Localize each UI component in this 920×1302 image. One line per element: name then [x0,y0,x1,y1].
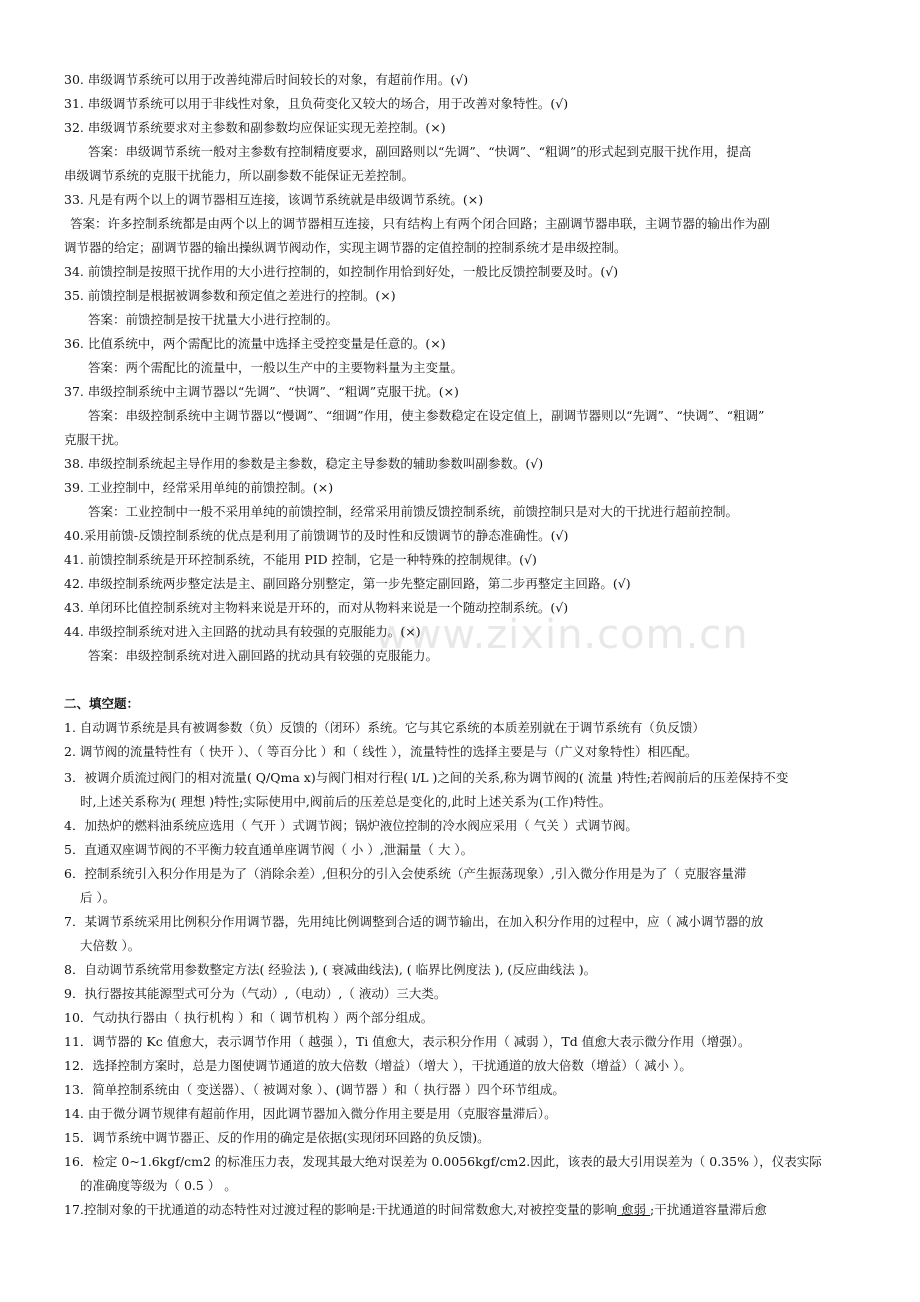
text-line: 10．气动执行器由（ 执行机构 ）和（ 调节机构 ）两个部分组成。 [64,1010,434,1025]
text-line: 30. 串级调节系统可以用于改善纯滞后时间较长的对象，有超前作用。(√) [64,72,469,87]
text-line: 调节器的给定；副调节器的输出操纵调节阀动作，实现主调节器的定值控制的控制系统才是串级控制。 [64,240,627,255]
section-heading: 二、填空题： [64,696,140,711]
text-line: 31. 串级调节系统可以用于非线性对象，且负荷变化又较大的场合，用于改善对象特性。(√) [64,96,569,111]
text-line: 13．简单控制系统由（ 变送器）、（ 被调对象 ）、(调节器 ）和（ 执行器 ）四个环节组成。 [64,1082,565,1097]
text-line: 5．直通双座调节阀的不平衡力较直通单座调节阀（ 小 ）,泄漏量（ 大 ）。 [64,842,474,857]
text-line: 16．检定 0~1.6kgf/cm2 的标准压力表，发现其最大绝对误差为 0.0056kgf/cm2.因此，该表的最大引用误差为（ 0.35% ），仪表实际 [64,1154,822,1169]
answer-line: 答案：串级调节系统一般对主参数有控制精度要求，副回路则以“先调”、“快调”、“粗调”的形式起到克服干扰作用，提高 [88,144,752,159]
text-line: 4．加热炉的燃料油系统应选用（ 气开 ）式调节阀；锅炉液位控制的冷水阀应采用（ 气关 ）式调节阀。 [64,818,638,833]
text-line: 后 ）。 [80,890,116,905]
text-line: 9．执行器按其能源型式可分为（气动）,（电动）,（ 液动）三大类。 [64,986,447,1001]
text-line [64,1200,767,1220]
text-line: 15．调节系统中调节器正、反的作用的确定是依据(实现闭环回路的负反馈)。 [64,1130,490,1145]
answer-line: 答案：前馈控制是按干扰量大小进行控制的。 [88,312,339,327]
text-line: 42. 串级控制系统两步整定法是主、副回路分别整定，第一步先整定副回路，第二步再整定主回路。(√) [64,576,631,591]
text-line: 1. 自动调节系统是具有被调参数（负）反馈的（闭环）系统。它与其它系统的本质差别就在于调节系统有（负反馈） [64,720,705,735]
text-line: 串级调节系统的克服干扰能力，所以副参数不能保证无差控制。 [64,168,415,183]
text-line: 7．某调节系统采用比例积分作用调节器，先用纯比例调整到合适的调节输出，在加入积分作用的过程中，应（ 减小调节器的放 [64,914,764,929]
text-line: 的准确度等级为（ 0.5 ） 。 [80,1178,237,1193]
text-line: 6．控制系统引入积分作用是为了（消除余差）,但积分的引入会使系统（产生振荡现象）,引入微分作用是为了（ 克服容量滞 [64,866,747,881]
watermark: www.zixin.com.cn [375,612,749,658]
line-text: ;干扰通道容量滞后愈 [650,1202,767,1217]
text-line: 14. 由于微分调节规律有超前作用，因此调节器加入微分作用主要是用（克服容量滞后）。 [64,1106,557,1121]
text-line: 3．被调介质流过阀门的相对流量( Q/Qma x)与阀门相对行程( l/L )之间的关系,称为调节阀的( 流量 )特性;若阀前后的压差保持不变 [64,770,789,785]
line-text: 17.控制对象的干扰通道的动态特性对过渡过程的影响是:干扰通道的时间常数愈大,对被控变量的影响 [64,1202,618,1217]
text-line: 43. 单闭环比值控制系统对主物料来说是开环的，而对从物料来说是一个随动控制系统。(√) [64,600,569,615]
text-line: 36. 比值系统中，两个需配比的流量中选择主受控变量是任意的。(×) [64,336,446,351]
text-line: 34. 前馈控制是按照干扰作用的大小进行控制的，如控制作用恰到好处，一般比反馈控制要及时。(√) [64,264,619,279]
answer-line: 答案：串级控制系统中主调节器以“慢调”、“细调”作用，使主参数稳定在设定值上，副调节器则以“先调”、“快调”、“粗调” [88,408,765,423]
text-line: 37. 串级控制系统中主调节器以“先调”、“快调”、“粗调”克服干扰。(×) [64,384,459,399]
text-line: 2. 调节阀的流量特性有（ 快开 ）、（ 等百分比 ）和（ 线性 ），流量特性的选择主要是与（广义对象特性）相匹配。 [64,744,698,759]
text-line: 32. 串级调节系统要求对主参数和副参数均应保证实现无差控制。(×) [64,120,446,135]
text-line: 8．自动调节系统常用参数整定方法( 经验法 ), ( 衰减曲线法), ( 临界比例度法 ), (反应曲线法 )。 [64,962,597,977]
text-line: 41. 前馈控制系统是开环控制系统，不能用 PID 控制，它是一种特殊的控制规律。(√) [64,552,537,567]
text-line: 11．调节器的 Kc 值愈大，表示调节作用（ 越强 ），Ti 值愈大，表示积分作用（ 减弱 ），Td 值愈大表示微分作用（增强）。 [64,1034,751,1049]
answer-line: 答案：工业控制中一般不采用单纯的前馈控制，经常采用前馈反馈控制系统，前馈控制只是对大的干扰进行超前控制。 [88,504,739,519]
text-line: 12．选择控制方案时，总是力图使调节通道的放大倍数（增益）（增大 ），干扰通道的放大倍数（增益）（ 减小 ）。 [64,1058,692,1073]
text-line: 39. 工业控制中，经常采用单纯的前馈控制。(×) [64,480,334,495]
text-line: 时,上述关系称为( 理想 )特性;实际使用中,阀前后的压差总是变化的,此时上述关系为(工作)特性。 [80,794,612,809]
text-line: 33. 凡是有两个以上的调节器相互连接，该调节系统就是串级调节系统。(×) [64,192,484,207]
text-line: 35. 前馈控制是根据被调参数和预定值之差进行的控制。(×) [64,288,396,303]
underlined-answer: 愈弱 [617,1202,651,1217]
text-line: 克服干扰。 [64,432,127,447]
answer-line: 答案：许多控制系统都是由两个以上的调节器相互连接，只有结构上有两个闭合回路；主副调节器串联，主调节器的输出作为副 [70,216,771,231]
answer-line: 答案：两个需配比的流量中，一般以生产中的主要物料量为主变量。 [88,360,464,375]
text-line: 44. 串级控制系统对进入主回路的扰动具有较强的克服能力。(×) [64,624,421,639]
text-line: 40.采用前馈-反馈控制系统的优点是利用了前馈调节的及时性和反馈调节的静态准确性。(√) [64,528,569,543]
text-line: 大倍数 ）。 [80,938,141,953]
text-line: 38. 串级控制系统起主导作用的参数是主参数，稳定主导参数的辅助参数叫副参数。(√) [64,456,544,471]
answer-line: 答案：串级控制系统对进入副回路的扰动具有较强的克服能力。 [88,648,439,663]
